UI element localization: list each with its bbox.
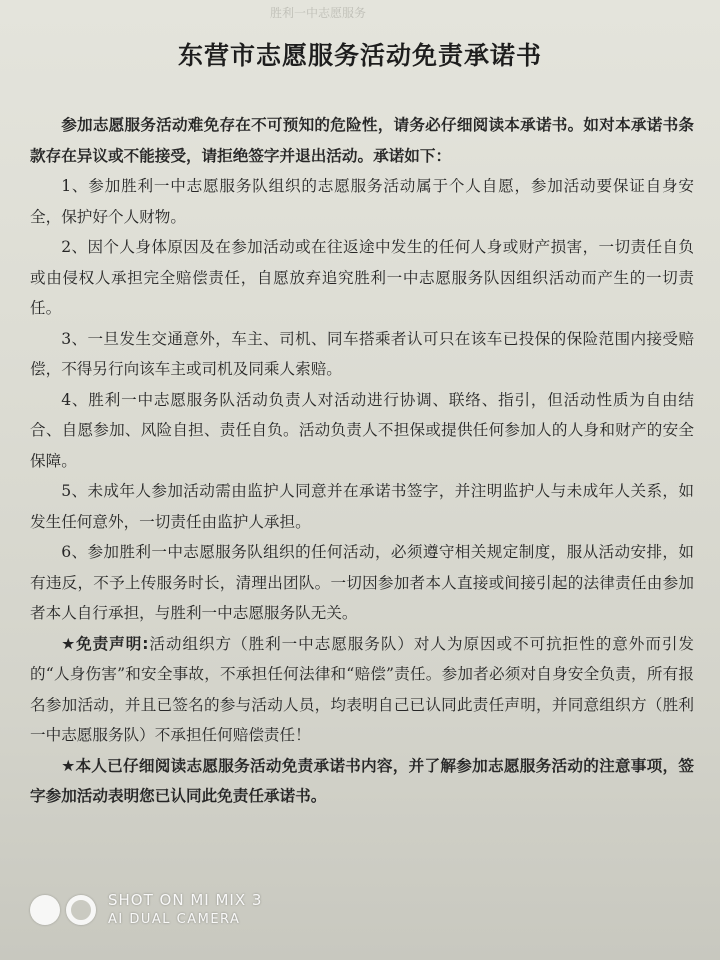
- lens-dot-icon: [30, 895, 60, 925]
- disclaimer-text: 活动组织方（胜利一中志愿服务队）对人为原因或不可抗拒性的意外而引发的“人身伤害”和安全事故，不承担任何法律和“赔偿”责任。参加者必须对自身安全负责，所有报名参加活动，并且已签名的参与活动人员，均表明自己已认同此责任声明，并同意组织方（胜利一中志愿服务队）不承担任何赔偿责任！: [30, 634, 694, 744]
- clause-6: 6、参加胜利一中志愿服务队组织的任何活动，必须遵守相关规定制度，服从活动安排，如有违反，不予上传服务时长，清理出团队。一切因参加者本人直接或间接引起的法律责任由参加者本人自行承担，与胜利一中志愿服务队无关。: [30, 543, 694, 622]
- intro-paragraph: 参加志愿服务活动难免存在不可预知的危险性，请务必仔细阅读本承诺书。如对本承诺书条款存在异议或不能接受，请拒绝签字并退出活动。承诺如下：: [30, 116, 694, 165]
- lens-ring-icon: [66, 895, 96, 925]
- closing-paragraph: ★本人已仔细阅读志愿服务活动免责承诺书内容，并了解参加志愿服务活动的注意事项，签字参加活动表明您已认同此免责任承诺书。: [30, 756, 694, 805]
- watermark-text: [108, 891, 262, 929]
- clause-3: 3、一旦发生交通意外，车主、司机、同车搭乘者认可只在该车已投保的保险范围内接受赔偿，不得另行向该车主或司机及同乘人索赔。: [30, 329, 694, 378]
- clause-1: 1、参加胜利一中志愿服务队组织的志愿服务活动属于个人自愿，参加活动要保证自身安全，保护好个人财物。: [30, 177, 694, 226]
- clause-4: 4、胜利一中志愿服务队活动负责人对活动进行协调、联络、指引，但活动性质为自由结合、自愿参加、风险自担、责任自负。活动负责人不担保或提供任何参加人的人身和财产的安全保障。: [30, 390, 694, 470]
- disclaimer-paragraph: [30, 629, 694, 751]
- camera-watermark: [30, 886, 262, 934]
- header-bleed-through: 胜利一中志愿服务: [270, 6, 367, 20]
- watermark-line-1: SHOT ON MI MIX 3: [108, 891, 263, 909]
- camera-logo-icon: [30, 895, 96, 925]
- disclaimer-label: ★免责声明:: [61, 634, 149, 653]
- document-title: 东营市志愿服务活动免责承诺书: [177, 41, 542, 70]
- watermark-line-2: AI DUAL CAMERA: [108, 912, 241, 927]
- clause-2: 2、因个人身体原因及在参加活动或在往返途中发生的任何人身或财产损害，一切责任自负或由侵权人承担完全赔偿责任，自愿放弃追究胜利一中志愿服务队因组织活动而产生的一切责任。: [30, 238, 694, 317]
- clause-5: 5、未成年人参加活动需由监护人同意并在承诺书签字，并注明监护人与未成年人关系，如发生任何意外，一切责任由监护人承担。: [30, 482, 694, 531]
- document-body: [30, 110, 694, 812]
